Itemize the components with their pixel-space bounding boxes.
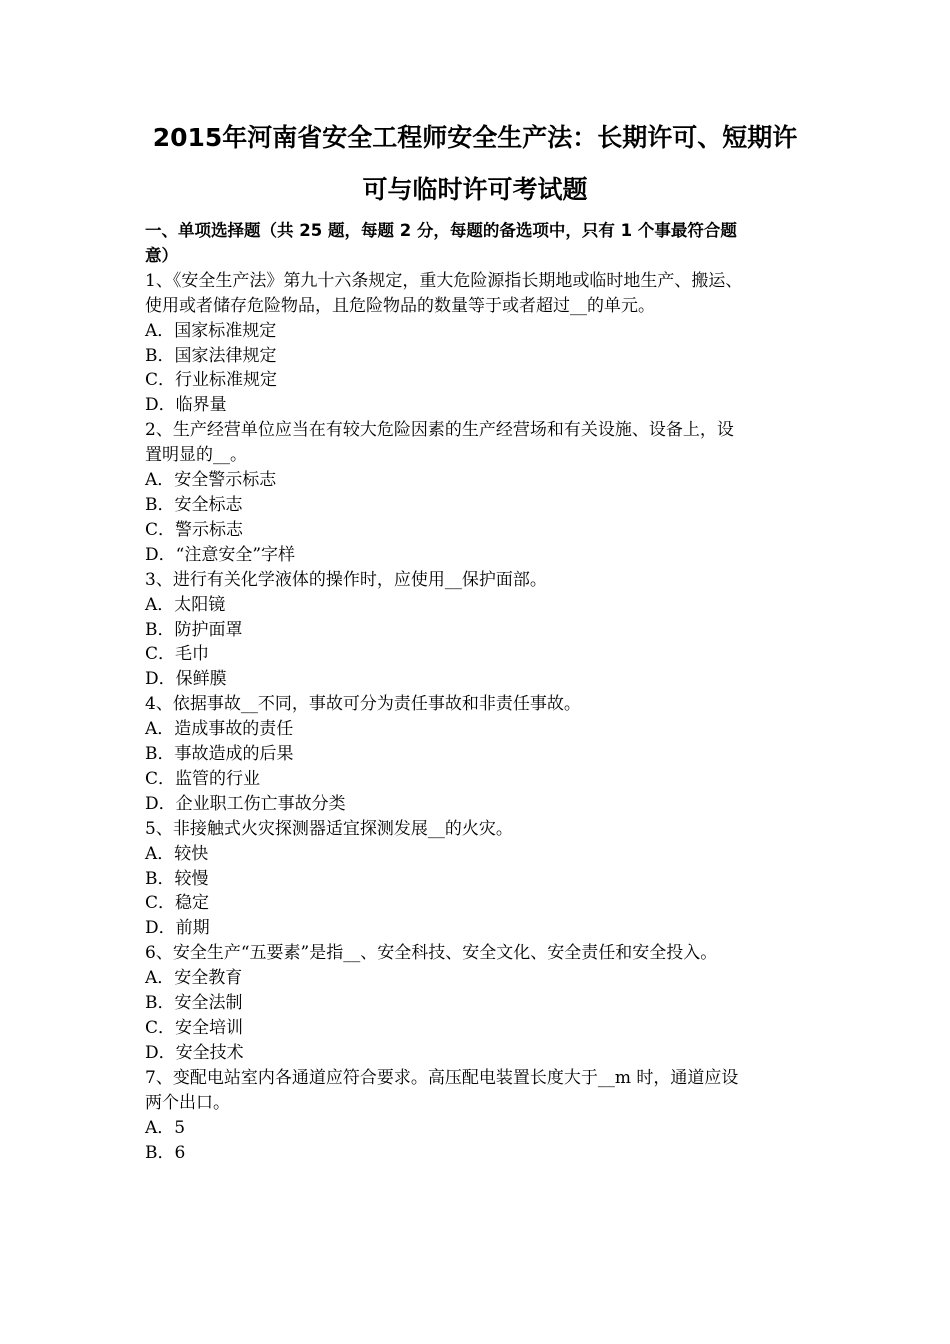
option-b: B．6: [145, 1142, 186, 1163]
option-d: D．“注意安全”字样: [145, 544, 296, 565]
question-2: [145, 418, 810, 567]
option-d: D．前期: [145, 918, 210, 939]
option-c: C．安全培训: [145, 1018, 244, 1038]
question-text: 5、非接触式火灾探测器适宜探测发展__的火灾。: [145, 818, 513, 839]
title-line-1: 2015年河南省安全工程师安全生产法：长期许可、短期许: [152, 123, 798, 152]
question-text: 两个出口。: [145, 1092, 230, 1113]
question-4: [145, 692, 810, 817]
option-c: C．监管的行业: [145, 768, 261, 789]
option-a: A．安全警示标志: [145, 470, 277, 491]
question-text: 使用或者储存危险物品，且危险物品的数量等于或者超过__的单元。: [145, 295, 655, 316]
question-text: 置明显的__。: [145, 445, 247, 466]
option-b: B．较慢: [145, 868, 209, 889]
option-c: C．警示标志: [145, 519, 244, 540]
option-b: B．防护面罩: [145, 619, 243, 640]
title-line-2: 可与临时许可考试题: [362, 175, 588, 204]
question-7: [145, 1066, 810, 1166]
option-a: A．造成事故的责任: [145, 719, 294, 740]
question-text: 7、变配电站室内各通道应符合要求。高压配电装置长度大于__m 时，通道应设: [145, 1067, 739, 1088]
option-c: C．毛巾: [145, 644, 210, 665]
option-b: B．国家法律规定: [145, 345, 277, 366]
question-text: 3、进行有关化学液体的操作时，应使用__保护面部。: [145, 569, 547, 590]
section-heading-line: 意）: [145, 245, 178, 265]
option-d: D．安全技术: [145, 1042, 244, 1063]
option-a: A．5: [145, 1117, 186, 1138]
option-a: A．较快: [145, 843, 209, 864]
option-d: D．保鲜膜: [145, 669, 227, 690]
option-b: B．安全标志: [145, 494, 243, 515]
option-a: A．国家标准规定: [145, 320, 277, 341]
document-body: [145, 219, 810, 1165]
section-heading: [145, 219, 810, 269]
option-d: D．临界量: [145, 395, 227, 416]
option-a: A．太阳镜: [145, 594, 226, 615]
option-a: A．安全教育: [145, 968, 243, 989]
question-text: 2、生产经营单位应当在有较大危险因素的生产经营场和有关设施、设备上，设: [145, 420, 734, 441]
option-d: D．企业职工伤亡事故分类: [145, 793, 346, 814]
document-title: [120, 112, 830, 216]
question-5: [145, 817, 810, 942]
question-3: [145, 568, 810, 693]
option-c: C．稳定: [145, 893, 210, 914]
option-b: B．安全法制: [145, 993, 243, 1014]
option-b: B．事故造成的后果: [145, 744, 294, 765]
question-text: 1、《安全生产法》第九十六条规定，重大危险源指长期地或临时地生产、搬运、: [145, 270, 743, 291]
question-text: 6、安全生产“五要素”是指__、安全科技、安全文化、安全责任和安全投入。: [145, 943, 718, 964]
question-1: [145, 269, 810, 418]
section-heading-line: 一、单项选择题（共 25 题，每题 2 分，每题的备选项中，只有 1 个事最符合题: [145, 221, 737, 240]
option-c: C．行业标准规定: [145, 370, 278, 391]
question-6: [145, 941, 810, 1066]
question-text: 4、依据事故__不同，事故可分为责任事故和非责任事故。: [145, 694, 581, 715]
